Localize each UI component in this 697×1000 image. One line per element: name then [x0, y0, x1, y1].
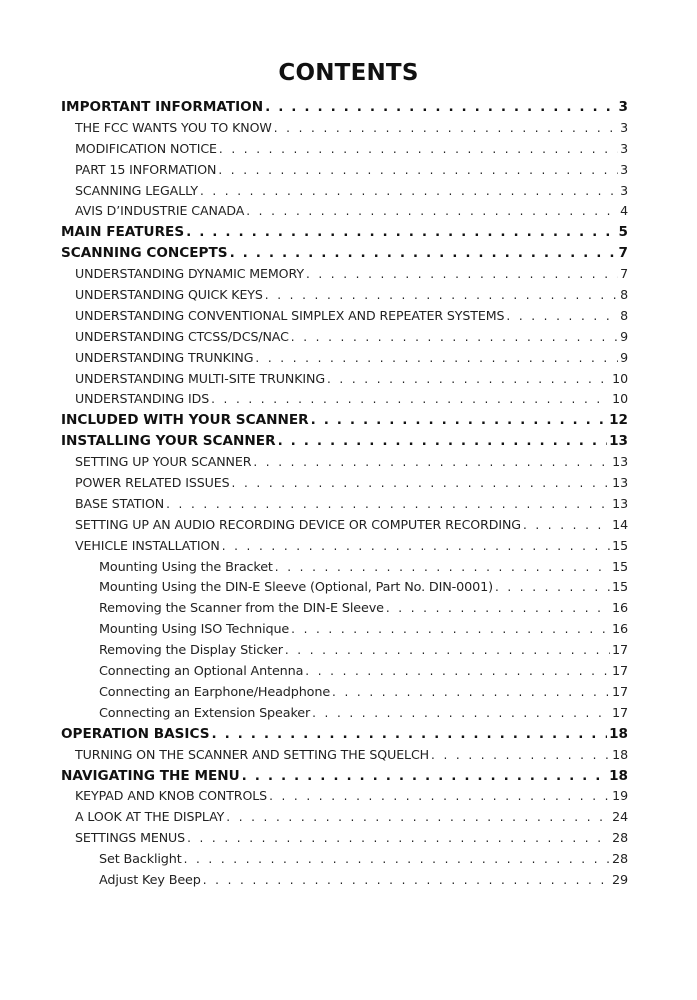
toc-entry-page-number: 5 [618, 224, 628, 241]
toc-entry-title: MAIN FEATURES [61, 224, 185, 241]
dot-leader [278, 431, 608, 452]
toc-entry-page-number: 7 [620, 266, 628, 282]
toc-entry-page-number: 3 [620, 161, 628, 177]
toc-entry-title: TURNING ON THE SCANNER AND SETTING THE SQUELCH [75, 746, 430, 762]
toc-entry-page-number: 24 [612, 809, 628, 825]
dot-leader [255, 348, 618, 369]
toc-entry-page-number: 16 [612, 601, 628, 617]
toc-entry-level-2[interactable] [61, 139, 628, 160]
table-of-contents [61, 97, 628, 891]
dot-leader [431, 745, 610, 766]
dot-leader [218, 160, 618, 181]
toc-entry-level-2[interactable] [61, 201, 628, 222]
toc-entry-title: IMPORTANT INFORMATION [61, 99, 264, 115]
dot-leader [203, 870, 610, 891]
toc-entry-level-3[interactable] [61, 870, 628, 891]
toc-entry-page-number: 17 [612, 664, 628, 680]
dot-leader [184, 849, 610, 870]
toc-entry-level-1[interactable] [61, 724, 628, 745]
toc-entry-title: SCANNING CONCEPTS [61, 245, 228, 262]
toc-entry-title: Mounting Using the Bracket [99, 559, 273, 575]
toc-entry-page-number: 4 [620, 203, 628, 219]
toc-entry-page-number: 12 [609, 412, 628, 429]
dot-leader [253, 452, 610, 473]
toc-entry-level-3[interactable] [61, 661, 628, 682]
toc-entry-level-1[interactable] [61, 766, 628, 787]
toc-entry-title: Removing the Scanner from the DIN-E Sleeve [99, 601, 384, 617]
toc-entry-title: PART 15 INFORMATION [75, 161, 217, 177]
toc-entry-title: Set Backlight [99, 852, 182, 868]
toc-entry-title: Connecting an Optional Antenna [99, 664, 304, 680]
toc-entry-title: AVIS D’INDUSTRIE CANADA [75, 203, 245, 219]
toc-entry-level-2[interactable] [61, 285, 628, 306]
toc-entry-level-2[interactable] [61, 828, 628, 849]
toc-entry-title: SCANNING LEGALLY [75, 182, 198, 198]
dot-leader [311, 410, 607, 431]
toc-entry-level-3[interactable] [61, 849, 628, 870]
dot-leader [265, 97, 616, 118]
toc-entry-page-number: 7 [618, 245, 628, 262]
toc-entry-page-number: 10 [612, 370, 628, 386]
toc-entry-level-2[interactable] [61, 473, 628, 494]
toc-entry-level-2[interactable] [61, 181, 628, 202]
toc-entry-title: Connecting an Extension Speaker [99, 705, 311, 721]
toc-entry-page-number: 3 [618, 99, 628, 115]
toc-entry-title: Mounting Using ISO Technique [99, 622, 290, 638]
toc-entry-title: INCLUDED WITH YOUR SCANNER [61, 412, 309, 429]
toc-entry-page-number: 13 [609, 433, 628, 450]
toc-entry-page-number: 3 [620, 140, 628, 156]
toc-entry-level-3[interactable] [61, 640, 628, 661]
toc-entry-title: Connecting an Earphone/Headphone [99, 684, 331, 700]
toc-entry-title: Adjust Key Beep [99, 872, 201, 888]
toc-entry-title: UNDERSTANDING QUICK KEYS [75, 287, 263, 303]
dot-leader [506, 306, 618, 327]
dot-leader [495, 577, 610, 598]
toc-entry-page-number: 9 [620, 328, 628, 344]
page-title: CONTENTS [278, 60, 419, 86]
toc-entry-page-number: 16 [612, 622, 628, 638]
dot-leader [275, 557, 610, 578]
toc-entry-level-2[interactable] [61, 536, 628, 557]
dot-leader [219, 139, 618, 160]
toc-entry-title: A LOOK AT THE DISPLAY [75, 809, 225, 825]
dot-leader [285, 640, 610, 661]
toc-entry-page-number: 3 [620, 182, 628, 198]
toc-entry-page-number: 28 [612, 830, 628, 846]
toc-entry-title: SETTING UP AN AUDIO RECORDING DEVICE OR COMPUTER RECORDING [75, 516, 521, 532]
toc-entry-page-number: 15 [612, 537, 628, 553]
dot-leader [211, 724, 607, 745]
toc-entry-page-number: 10 [612, 391, 628, 407]
toc-entry-level-1[interactable] [61, 410, 628, 431]
toc-entry-page-number: 14 [612, 516, 628, 532]
toc-entry-title: UNDERSTANDING CTCSS/DCS/NAC [75, 328, 289, 344]
toc-entry-level-1[interactable] [61, 97, 628, 118]
toc-entry-level-2[interactable] [61, 786, 628, 807]
toc-entry-title: Removing the Display Sticker [99, 643, 283, 659]
toc-entry-title: VEHICLE INSTALLATION [75, 537, 220, 553]
toc-entry-level-3[interactable] [61, 619, 628, 640]
toc-entry-title: UNDERSTANDING MULTI-SITE TRUNKING [75, 370, 325, 386]
dot-leader [222, 536, 610, 557]
toc-entry-page-number: 13 [612, 495, 628, 511]
dot-leader [523, 515, 610, 536]
dot-leader [386, 598, 610, 619]
dot-leader [291, 327, 618, 348]
dot-leader [327, 369, 610, 390]
toc-entry-page-number: 18 [612, 746, 628, 762]
toc-entry-page-number: 8 [620, 287, 628, 303]
dot-leader [232, 473, 611, 494]
dot-leader [242, 766, 607, 787]
toc-entry-page-number: 18 [609, 767, 628, 784]
toc-entry-title: SETTINGS MENUS [75, 830, 186, 846]
toc-entry-level-2[interactable] [61, 264, 628, 285]
toc-entry-page-number: 17 [612, 643, 628, 659]
toc-entry-page-number: 13 [612, 454, 628, 470]
toc-entry-level-1[interactable] [61, 431, 628, 452]
toc-entry-level-2[interactable] [61, 348, 628, 369]
toc-entry-level-3[interactable] [61, 682, 628, 703]
dot-leader [166, 494, 610, 515]
toc-entry-page-number: 28 [612, 852, 628, 868]
toc-entry-level-2[interactable] [61, 807, 628, 828]
toc-entry-level-2[interactable] [61, 389, 628, 410]
toc-entry-title: THE FCC WANTS YOU TO KNOW [75, 119, 272, 135]
toc-entry-level-3[interactable] [61, 557, 628, 578]
toc-entry-level-3[interactable] [61, 598, 628, 619]
toc-entry-title: BASE STATION [75, 495, 165, 511]
toc-entry-title: INSTALLING YOUR SCANNER [61, 433, 276, 450]
toc-entry-title: UNDERSTANDING TRUNKING [75, 349, 254, 365]
toc-entry-level-2[interactable] [61, 515, 628, 536]
toc-entry-level-2[interactable] [61, 452, 628, 473]
toc-entry-title: SETTING UP YOUR SCANNER [75, 454, 252, 470]
toc-entry-page-number: 3 [620, 119, 628, 135]
toc-entry-page-number: 15 [612, 580, 628, 596]
dot-leader [187, 828, 610, 849]
dot-leader [186, 222, 616, 243]
dot-leader [246, 201, 618, 222]
dot-leader [211, 389, 610, 410]
dot-leader [291, 619, 610, 640]
toc-entry-title: MODIFICATION NOTICE [75, 140, 217, 156]
toc-entry-title: OPERATION BASICS [61, 725, 210, 742]
toc-entry-page-number: 29 [612, 872, 628, 888]
toc-entry-level-2[interactable] [61, 160, 628, 181]
dot-leader [332, 682, 610, 703]
toc-entry-page-number: 17 [612, 684, 628, 700]
dot-leader [269, 786, 610, 807]
toc-entry-level-2[interactable] [61, 306, 628, 327]
dot-leader [230, 243, 617, 264]
toc-entry-title: UNDERSTANDING IDS [75, 391, 210, 407]
dot-leader [274, 118, 618, 139]
toc-entry-page-number: 8 [620, 307, 628, 323]
toc-entry-level-2[interactable] [61, 118, 628, 139]
dot-leader [226, 807, 610, 828]
toc-entry-level-2[interactable] [61, 745, 628, 766]
toc-entry-level-1[interactable] [61, 222, 628, 243]
toc-entry-page-number: 9 [620, 349, 628, 365]
toc-entry-level-3[interactable] [61, 577, 628, 598]
toc-entry-title: Mounting Using the DIN-E Sleeve (Optional, Part No. DIN-0001) [99, 580, 493, 596]
toc-entry-level-2[interactable] [61, 369, 628, 390]
toc-entry-title: KEYPAD AND KNOB CONTROLS [75, 788, 268, 804]
toc-entry-title: POWER RELATED ISSUES [75, 475, 230, 491]
dot-leader [265, 285, 618, 306]
dot-leader [305, 661, 610, 682]
toc-entry-level-3[interactable] [61, 703, 628, 724]
toc-entry-level-2[interactable] [61, 327, 628, 348]
toc-entry-page-number: 13 [612, 475, 628, 491]
toc-entry-level-1[interactable] [61, 243, 628, 264]
dot-leader [312, 703, 610, 724]
toc-entry-level-2[interactable] [61, 494, 628, 515]
toc-entry-page-number: 15 [612, 559, 628, 575]
toc-entry-page-number: 17 [612, 705, 628, 721]
dot-leader [200, 181, 618, 202]
dot-leader [306, 264, 618, 285]
toc-entry-title: NAVIGATING THE MENU [61, 767, 240, 784]
toc-entry-title: UNDERSTANDING DYNAMIC MEMORY [75, 266, 304, 282]
toc-entry-page-number: 19 [612, 788, 628, 804]
toc-entry-title: UNDERSTANDING CONVENTIONAL SIMPLEX AND REPEATER SYSTEMS [75, 307, 505, 323]
toc-entry-page-number: 18 [609, 725, 628, 742]
